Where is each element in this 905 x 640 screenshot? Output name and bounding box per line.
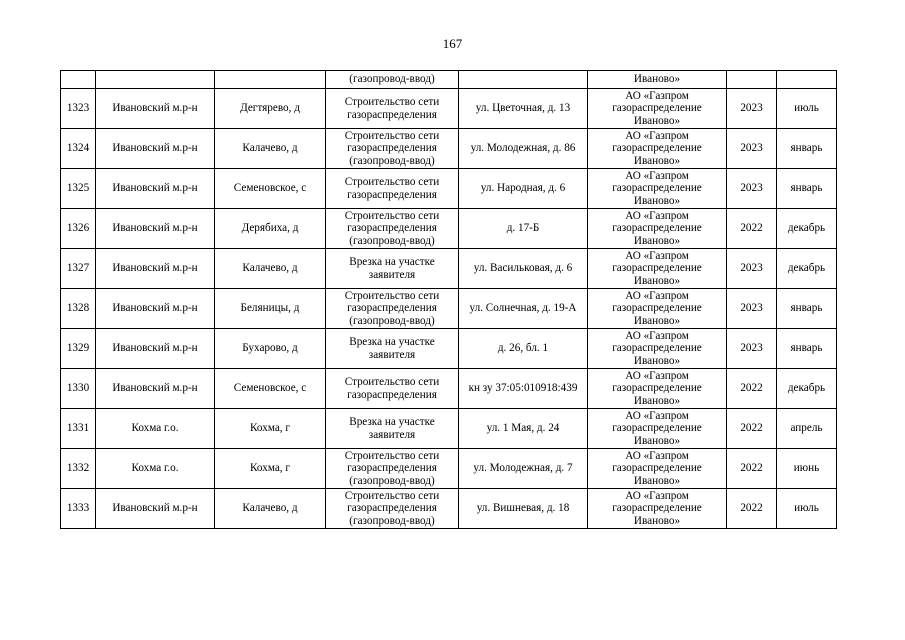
cell-district: Ивановский м.р-н xyxy=(96,369,215,409)
cell-locality: Кохма, г xyxy=(215,449,326,489)
cell-locality: Калачево, д xyxy=(215,249,326,289)
cell-num: 1325 xyxy=(61,169,96,209)
cell-address: ул. Вишневая, д. 18 xyxy=(459,489,588,529)
cell-organization: АО «Газпром газораспределение Иваново» xyxy=(588,449,727,489)
cell-district: Ивановский м.р-н xyxy=(96,289,215,329)
cell-organization: АО «Газпром газораспределение Иваново» xyxy=(588,369,727,409)
cell-locality: Семеновское, с xyxy=(215,369,326,409)
cell-month: январь xyxy=(777,169,837,209)
cell-organization: АО «Газпром газораспределение Иваново» xyxy=(588,89,727,129)
cell-year xyxy=(727,71,777,89)
cell-month: январь xyxy=(777,289,837,329)
table-row xyxy=(61,489,837,529)
cell-locality: Бухарово, д xyxy=(215,329,326,369)
cell-year: 2022 xyxy=(727,369,777,409)
cell-num: 1323 xyxy=(61,89,96,129)
cell-year: 2022 xyxy=(727,409,777,449)
cell-num xyxy=(61,71,96,89)
table-row xyxy=(61,449,837,489)
page-number: 167 xyxy=(442,36,463,51)
table-row xyxy=(61,89,837,129)
cell-month: декабрь xyxy=(777,249,837,289)
cell-year: 2023 xyxy=(727,89,777,129)
cell-address: д. 26, бл. 1 xyxy=(459,329,588,369)
cell-month: июль xyxy=(777,489,837,529)
table-row xyxy=(61,249,837,289)
table-row xyxy=(61,129,837,169)
cell-year: 2023 xyxy=(727,289,777,329)
cell-district: Кохма г.о. xyxy=(96,409,215,449)
cell-work: Врезка на участке заявителя xyxy=(326,249,459,289)
cell-year: 2022 xyxy=(727,209,777,249)
cell-organization: АО «Газпром газораспределение Иваново» xyxy=(588,129,727,169)
cell-work: (газопровод-ввод) xyxy=(326,71,459,89)
cell-locality: Дегтярево, д xyxy=(215,89,326,129)
cell-month xyxy=(777,71,837,89)
cell-num: 1328 xyxy=(61,289,96,329)
cell-locality xyxy=(215,71,326,89)
table-row xyxy=(61,409,837,449)
cell-address: ул. Молодежная, д. 86 xyxy=(459,129,588,169)
cell-month: декабрь xyxy=(777,369,837,409)
cell-work: Строительство сети газораспределения xyxy=(326,369,459,409)
table-row xyxy=(61,329,837,369)
cell-address: ул. Народная, д. 6 xyxy=(459,169,588,209)
table-row xyxy=(61,289,837,329)
cell-year: 2023 xyxy=(727,249,777,289)
cell-month: июль xyxy=(777,89,837,129)
cell-work: Строительство сети газораспределения (газопровод-ввод) xyxy=(326,209,459,249)
cell-district: Ивановский м.р-н xyxy=(96,169,215,209)
cell-work: Строительство сети газораспределения (газопровод-ввод) xyxy=(326,129,459,169)
cell-num: 1326 xyxy=(61,209,96,249)
gasification-table xyxy=(60,70,837,529)
cell-month: июнь xyxy=(777,449,837,489)
cell-organization: АО «Газпром газораспределение Иваново» xyxy=(588,169,727,209)
table-body xyxy=(61,71,837,529)
cell-work: Врезка на участке заявителя xyxy=(326,329,459,369)
cell-district: Ивановский м.р-н xyxy=(96,209,215,249)
cell-organization: АО «Газпром газораспределение Иваново» xyxy=(588,409,727,449)
cell-work: Строительство сети газораспределения (газопровод-ввод) xyxy=(326,289,459,329)
cell-year: 2023 xyxy=(727,329,777,369)
cell-locality: Дерябиха, д xyxy=(215,209,326,249)
cell-address: кн зу 37:05:010918:439 xyxy=(459,369,588,409)
cell-district: Ивановский м.р-н xyxy=(96,489,215,529)
cell-address: ул. 1 Мая, д. 24 xyxy=(459,409,588,449)
table-row xyxy=(61,369,837,409)
cell-organization: Иваново» xyxy=(588,71,727,89)
cell-locality: Калачево, д xyxy=(215,129,326,169)
cell-num: 1330 xyxy=(61,369,96,409)
cell-num: 1332 xyxy=(61,449,96,489)
cell-month: январь xyxy=(777,329,837,369)
cell-district xyxy=(96,71,215,89)
cell-work: Строительство сети газораспределения (газопровод-ввод) xyxy=(326,489,459,529)
cell-organization: АО «Газпром газораспределение Иваново» xyxy=(588,329,727,369)
cell-district: Ивановский м.р-н xyxy=(96,129,215,169)
cell-year: 2023 xyxy=(727,169,777,209)
cell-organization: АО «Газпром газораспределение Иваново» xyxy=(588,209,727,249)
cell-organization: АО «Газпром газораспределение Иваново» xyxy=(588,289,727,329)
table-row xyxy=(61,169,837,209)
cell-address: ул. Солнечная, д. 19-А xyxy=(459,289,588,329)
cell-organization: АО «Газпром газораспределение Иваново» xyxy=(588,489,727,529)
cell-district: Ивановский м.р-н xyxy=(96,329,215,369)
cell-work: Врезка на участке заявителя xyxy=(326,409,459,449)
cell-address xyxy=(459,71,588,89)
cell-district: Кохма г.о. xyxy=(96,449,215,489)
cell-address: ул. Цветочная, д. 13 xyxy=(459,89,588,129)
cell-address: ул. Молодежная, д. 7 xyxy=(459,449,588,489)
cell-work: Строительство сети газораспределения (газопровод-ввод) xyxy=(326,449,459,489)
cell-district: Ивановский м.р-н xyxy=(96,89,215,129)
cell-num: 1329 xyxy=(61,329,96,369)
cell-num: 1324 xyxy=(61,129,96,169)
cell-year: 2022 xyxy=(727,449,777,489)
cell-organization: АО «Газпром газораспределение Иваново» xyxy=(588,249,727,289)
cell-work: Строительство сети газораспределения xyxy=(326,169,459,209)
cell-num: 1333 xyxy=(61,489,96,529)
cell-locality: Кохма, г xyxy=(215,409,326,449)
cell-locality: Семеновское, с xyxy=(215,169,326,209)
cell-month: апрель xyxy=(777,409,837,449)
cell-num: 1331 xyxy=(61,409,96,449)
cell-month: декабрь xyxy=(777,209,837,249)
continuation-row xyxy=(61,71,837,89)
cell-locality: Калачево, д xyxy=(215,489,326,529)
cell-num: 1327 xyxy=(61,249,96,289)
table-row xyxy=(61,209,837,249)
cell-district: Ивановский м.р-н xyxy=(96,249,215,289)
cell-work: Строительство сети газораспределения xyxy=(326,89,459,129)
cell-year: 2023 xyxy=(727,129,777,169)
cell-address: ул. Васильковая, д. 6 xyxy=(459,249,588,289)
cell-locality: Беляницы, д xyxy=(215,289,326,329)
cell-address: д. 17-Б xyxy=(459,209,588,249)
cell-month: январь xyxy=(777,129,837,169)
cell-year: 2022 xyxy=(727,489,777,529)
